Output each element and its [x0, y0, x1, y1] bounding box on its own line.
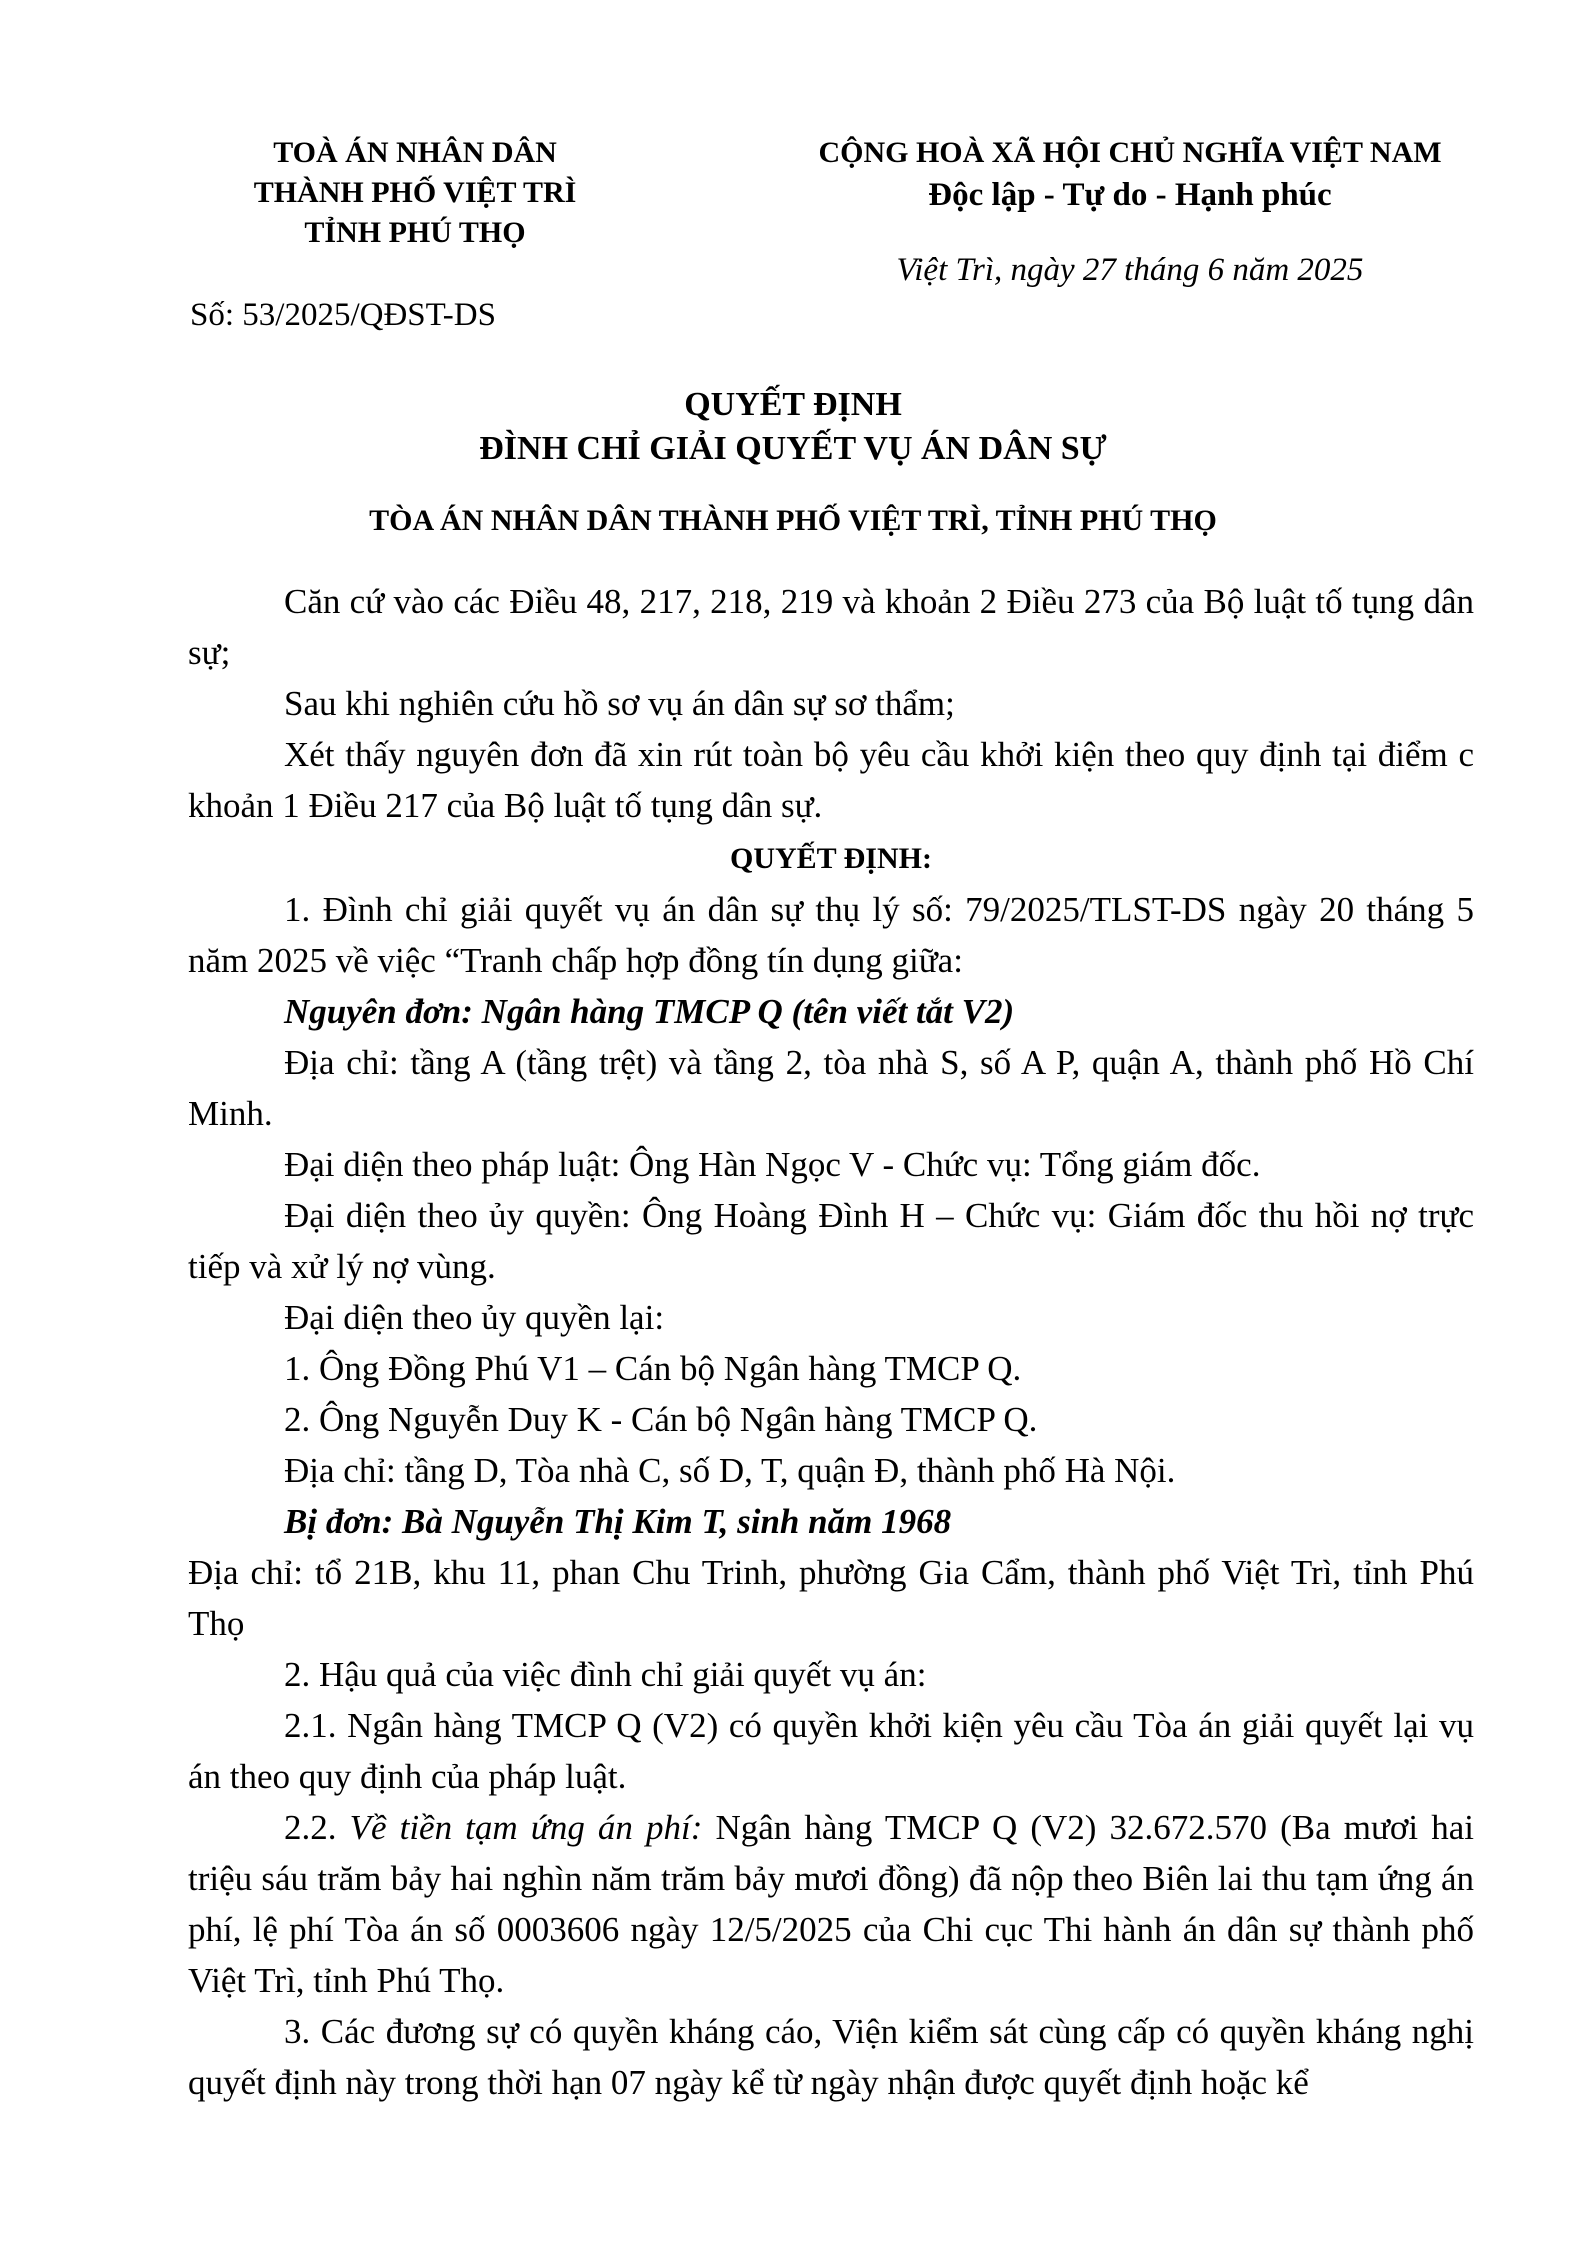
sub-authorized-rep-1: 1. Ông Đồng Phú V1 – Cán bộ Ngân hàng TMCP Q. — [284, 1349, 1022, 1388]
decision-item-2-1: 2.1. Ngân hàng TMCP Q (V2) có quyền khởi kiện yêu cầu Tòa án giải quyết lại vụ án theo quy định của pháp luật. — [188, 1706, 1474, 1796]
plaintiff-address: Địa chỉ: tầng A (tầng trệt) và tầng 2, tòa nhà S, số A P, quận A, thành phố Hồ Chí Minh. — [188, 1043, 1474, 1133]
document-title: QUYẾT ĐỊNH — [684, 386, 902, 423]
authorized-representative: Đại diện theo ủy quyền: Ông Hoàng Đình H – Chức vụ: Giám đốc thu hồi nợ trực tiếp và xử lý nợ vùng. — [188, 1196, 1474, 1286]
decision-item-2-2-number: 2.2. — [284, 1808, 350, 1847]
paragraph-review: Sau khi nghiên cứu hồ sơ vụ án dân sự sơ thẩm; — [284, 684, 955, 723]
national-title: CỘNG HOÀ XÃ HỘI CHỦ NGHĨA VIỆT NAM — [818, 136, 1442, 169]
sub-authorized-address: Địa chỉ: tầng D, Tòa nhà C, số D, T, quận Đ, thành phố Hà Nội. — [284, 1451, 1176, 1490]
document-date: Việt Trì, ngày 27 tháng 6 năm 2025 — [896, 252, 1364, 288]
decision-item-1: 1. Đình chỉ giải quyết vụ án dân sự thụ lý số: 79/2025/TLST-DS ngày 20 tháng 5 năm 2025 về việc “Tranh chấp hợp đồng tín dụng giữa: — [188, 890, 1474, 980]
court-name-block — [205, 133, 625, 253]
sub-authorized-rep-2: 2. Ông Nguyễn Duy K - Cán bộ Ngân hàng TMCP Q. — [284, 1400, 1038, 1439]
issuing-court: TÒA ÁN NHÂN DÂN THÀNH PHỐ VIỆT TRÌ, TỈNH PHÚ THỌ — [369, 504, 1217, 537]
document-subtitle: ĐÌNH CHỈ GIẢI QUYẾT VỤ ÁN DÂN SỰ — [479, 430, 1107, 467]
legal-representative: Đại diện theo pháp luật: Ông Hàn Ngọc V - Chức vụ: Tổng giám đốc. — [284, 1145, 1261, 1184]
defendant-name: Bị đơn: Bà Nguyễn Thị Kim T, sinh năm 1968 — [284, 1502, 952, 1541]
decision-item-2-2-label: Về tiền tạm ứng án phí: — [349, 1808, 703, 1847]
decision-item-2-2 — [188, 1802, 1474, 2006]
paragraph-consideration: Xét thấy nguyên đơn đã xin rút toàn bộ yêu cầu khởi kiện theo quy định tại điểm c khoản 1 Điều 217 của Bộ luật tố tụng dân sự. — [188, 735, 1474, 825]
sub-authorized-heading: Đại diện theo ủy quyền lại: — [284, 1298, 665, 1337]
decision-item-2-2-text: Ngân hàng TMCP Q (V2) 32.672.570 (Ba mươi hai triệu sáu trăm bảy hai nghìn năm trăm bảy mươi đồng) đã nộp theo Biên lai thu tạm ứng án phí, lệ phí Tòa án số 0003606 ngày 12/5/2025 của Chi cục Thi hành án dân sự thành phố Việt Trì, tỉnh Phú Thọ. — [188, 1808, 1474, 2000]
decision-item-3: 3. Các đương sự có quyền kháng cáo, Viện kiểm sát cùng cấp có quyền kháng nghị quyết định này trong thời hạn 07 ngày kể từ ngày nhận được quyết định hoặc kể — [188, 2012, 1474, 2102]
court-name-line2: THÀNH PHỐ VIỆT TRÌ — [253, 176, 577, 209]
decision-heading: QUYẾT ĐỊNH: — [730, 842, 932, 875]
decision-item-2: 2. Hậu quả của việc đình chỉ giải quyết vụ án: — [284, 1655, 927, 1694]
court-name-line1: TOÀ ÁN NHÂN DÂN — [273, 136, 557, 169]
national-motto: Độc lập - Tự do - Hạnh phúc — [928, 177, 1332, 213]
defendant-address: Địa chỉ: tổ 21B, khu 11, phan Chu Trinh, phường Gia Cẩm, thành phố Việt Trì, tỉnh Phú Thọ — [188, 1553, 1474, 1643]
document-number: Số: 53/2025/QĐST-DS — [190, 297, 496, 333]
paragraph-legal-basis: Căn cứ vào các Điều 48, 217, 218, 219 và khoản 2 Điều 273 của Bộ luật tố tụng dân sự; — [188, 582, 1474, 672]
plaintiff-name: Nguyên đơn: Ngân hàng TMCP Q (tên viết tắt V2) — [284, 992, 1015, 1031]
document-body — [188, 576, 1474, 2108]
court-name-line3: TỈNH PHÚ THỌ — [304, 216, 526, 249]
